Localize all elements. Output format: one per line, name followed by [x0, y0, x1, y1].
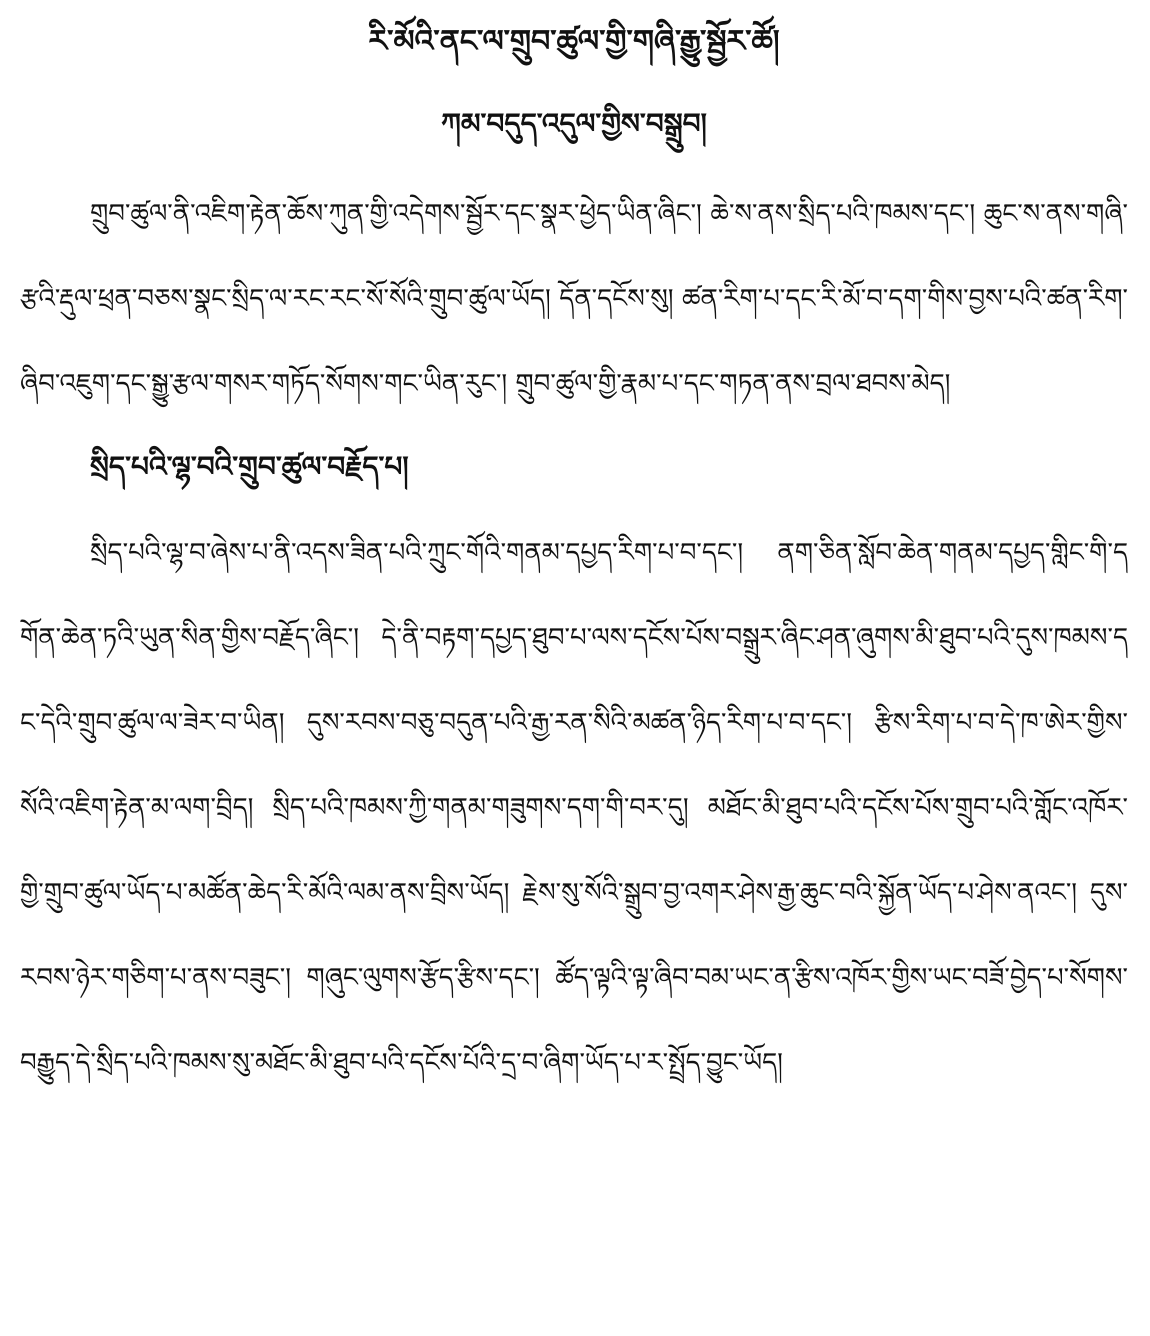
intro-paragraph: གྲུབ་ཚུལ་ནི་འཇིག་རྟེན་ཆོས་ཀུན་གྱི་འདེགས་སྦྱོར་དང་སྣར་ཕྱེད་ཡིན་ཞིང་། ཆེ་ས་ནས་སྲིད་པའི་ཁམས་དང་། ཆུང་ས་ནས་གཞི་རྩའི་རྡུལ་ཕྲན་བཅས་སྣང་སྲིད་ལ་རང་རང་སོ་སོའི་གྲུབ་ཚུལ་ཡོད། དོན་དངོས་སུ། ཚན་རིག་པ་དང་རི་མོ་བ་དག་གིས་བྱས་པའི་ཚན་རིག་ཞིབ་འཇུག་དང་སྒྱུ་རྩལ་གསར་གཏོད་སོགས་གང་ཡིན་རུང་། གྲུབ་ཚུལ་གྱི་རྣམ་པ་དང་གཏན་ནས་བྲལ་ཐབས་མེད། — [20, 199, 1128, 399]
document-title: རི་མོའི་ནང་ལ་གྲུབ་ཚུལ་གྱི་གཞི་རྒྱུ་སྦྱོར་ཚོ། — [368, 24, 780, 59]
section-heading: སྲིད་པའི་ལྷ་བའི་གྲུབ་ཚུལ་བརྗོད་པ། — [90, 450, 409, 483]
author-byline: ཀམ་བདུད་འདུལ་གྱིས་བསྒྲུབ། — [441, 107, 707, 140]
section-paragraph: སྲིད་པའི་ལྷ་བ་ཞེས་པ་ནི་འདས་ཟིན་པའི་ཀྲུང་གོའི་གནམ་དཔྱད་རིག་པ་བ་དང་། ནག་ཅིན་སློབ་ཆེན་གནམ་དཔྱད་གླིང་གི་དགོན་ཆེན་ཏའི་ཡུན་སིན་གྱིས་བརྗོད་ཞིང་། དེ་ནི་བརྟག་དཔྱད་ཐུབ་པ་ལས་དངོས་པོས་བསྒྲུར་ཞིང་ཤན་ཞུགས་མི་ཐུབ་པའི་དུས་ཁམས་དང་དེའི་གྲུབ་ཚུལ་ལ་ཟེར་བ་ཡིན། དུས་རབས་བཅུ་བདུན་པའི་རྒྱ་རན་སིའི་མཚན་ཉིད་རིག་པ་བ་དང་། རྩིས་རིག་པ་བ་དེ་ཁ་ཨེར་གྱིས་སོའི་འཇིག་རྟེན་མ་ལག་བྲིད། སྲིད་པའི་ཁམས་ཀྱི་གནམ་གཟུགས་དག་གི་བར་དུ། མཐོང་མི་ཐུབ་པའི་དངོས་པོས་གྲུབ་པའི་གློང་འཁོར་གྱི་གྲུབ་ཚུལ་ཡོད་པ་མཚོན་ཆེད་རི་མོའི་ལམ་ནས་བྲིས་ཡོད། རྗེས་སུ་སོའི་སྒྲུབ་བྱ་འགར་ཤེས་རྒྱ་ཆུང་བའི་སྐྱོན་ཡོད་པ་ཤེས་ནའང་། དུས་རབས་ཉེར་གཅིག་པ་ནས་བཟུང་། གཞུང་ལུགས་རྩོད་རྩིས་དང་། ཚོད་ལྟའི་ལྟ་ཞིབ་བམ་ཡང་ན་རྩིས་འཁོར་གྱིས་ཡང་བཟོ་བྱེད་པ་སོགས་བརྒྱུད་དེ་སྲིད་པའི་ཁམས་སུ་མཐོང་མི་ཐུབ་པའི་དངོས་པོའི་དྲ་བ་ཞིག་ཡོད་པ་ར་སྤྲོད་བྱུང་ཡོད། — [20, 538, 1128, 1078]
